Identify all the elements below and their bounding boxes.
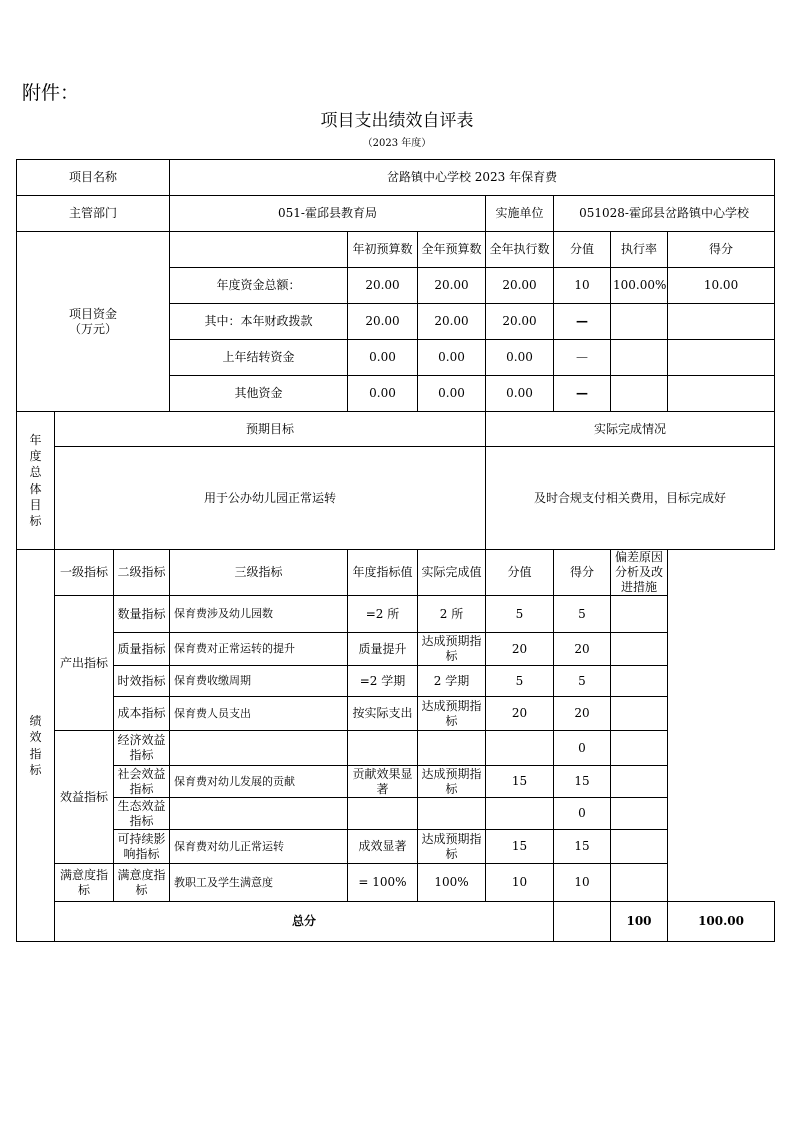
ind-deviation (611, 666, 668, 697)
ind-actual (418, 731, 486, 766)
ind-deviation (611, 731, 668, 766)
ind-actual: 2 所 (418, 596, 486, 633)
ind-level3: 保育费对幼儿发展的贡献 (170, 766, 348, 798)
funds-row-label: 其中：本年财政拨款 (170, 304, 348, 340)
ind-score: 5 (554, 596, 611, 633)
ind-actual: 达成预期指标 (418, 633, 486, 666)
ind-level3: 教职工及学生满意度 (170, 864, 348, 902)
dept-value: 051-霍邱县教育局 (170, 196, 486, 232)
goals-expected-header: 预期目标 (55, 412, 486, 447)
ind-score-value (486, 731, 554, 766)
ind-header-actual: 实际完成值 (418, 550, 486, 596)
funds-row-annual: 20.00 (418, 304, 486, 340)
project-name-label: 项目名称 (17, 160, 170, 196)
funds-header-score-value: 分值 (554, 232, 611, 268)
ind-actual (418, 798, 486, 830)
funds-row-executed: 20.00 (486, 268, 554, 304)
funds-row-rate (611, 304, 668, 340)
funds-row-annual: 0.00 (418, 376, 486, 412)
ind-score: 20 (554, 697, 611, 731)
ind-score: 15 (554, 766, 611, 798)
funds-row-score (668, 304, 775, 340)
funds-row-initial: 20.00 (348, 268, 418, 304)
satisfaction-indicator-label: 满意度指标 (55, 864, 114, 902)
ind-score-value: 20 (486, 633, 554, 666)
ind-level2: 可持续影响指标 (114, 830, 170, 864)
ind-target: = 100% (348, 864, 418, 902)
total-score-value: 100 (611, 902, 668, 942)
funds-row-score-value: — (554, 304, 611, 340)
ind-score: 0 (554, 798, 611, 830)
ind-target: 贡献效果显著 (348, 766, 418, 798)
ind-level2: 满意度指标 (114, 864, 170, 902)
ind-score-value: 5 (486, 666, 554, 697)
ind-deviation (611, 766, 668, 798)
output-indicator-label: 产出指标 (55, 596, 114, 731)
ind-score-value: 20 (486, 697, 554, 731)
funds-row-label: 上年结转资金 (170, 340, 348, 376)
funds-section-text: 项目资金 （万元） (68, 306, 117, 336)
goals-section-text: 年度总体目标 (29, 432, 42, 528)
ind-level2: 质量指标 (114, 633, 170, 666)
funds-header-annual: 全年预算数 (418, 232, 486, 268)
ind-level3: 保育费对正常运转的提升 (170, 633, 348, 666)
funds-row-rate (611, 340, 668, 376)
funds-row-score (668, 376, 775, 412)
funds-row-initial: 20.00 (348, 304, 418, 340)
funds-row-label: 其他资金 (170, 376, 348, 412)
ind-target (348, 731, 418, 766)
ind-deviation (611, 596, 668, 633)
ind-level3 (170, 798, 348, 830)
ind-target: =2 所 (348, 596, 418, 633)
ind-target: 按实际支出 (348, 697, 418, 731)
ind-deviation (611, 798, 668, 830)
ind-level2: 生态效益指标 (114, 798, 170, 830)
ind-level3: 保育费人员支出 (170, 697, 348, 731)
dept-label: 主管部门 (17, 196, 170, 232)
ind-level2: 经济效益指标 (114, 731, 170, 766)
funds-row-annual: 0.00 (418, 340, 486, 376)
total-label: 总分 (55, 902, 554, 942)
ind-score: 15 (554, 830, 611, 864)
ind-header-level2: 二级指标 (114, 550, 170, 596)
ind-actual: 达成预期指标 (418, 697, 486, 731)
ind-score: 5 (554, 666, 611, 697)
ind-header-score-value: 分值 (486, 550, 554, 596)
ind-actual: 达成预期指标 (418, 766, 486, 798)
self-evaluation-table (16, 159, 775, 942)
ind-score-value: 5 (486, 596, 554, 633)
ind-target (348, 798, 418, 830)
ind-target: 质量提升 (348, 633, 418, 666)
form-title: 项目支出绩效自评表 (320, 111, 474, 131)
ind-score-value: 10 (486, 864, 554, 902)
ind-level3: 保育费对幼儿正常运转 (170, 830, 348, 864)
ind-header-target: 年度指标值 (348, 550, 418, 596)
indicators-section-text: 绩效指标 (29, 714, 42, 777)
total-score: 100.00 (668, 902, 775, 942)
indicators-section-label (17, 550, 55, 942)
impl-unit-label: 实施单位 (486, 196, 554, 232)
funds-row-score-value: — (554, 376, 611, 412)
funds-row-score-value: — (554, 340, 611, 376)
funds-row-label: 年度资金总额： (170, 268, 348, 304)
funds-row-executed: 0.00 (486, 340, 554, 376)
goals-actual-value: 及时合规支付相关费用，目标完成好 (486, 447, 775, 550)
ind-level3: 保育费涉及幼儿园数 (170, 596, 348, 633)
project-name-value: 岔路镇中心学校 2023 年保育费 (170, 160, 775, 196)
funds-section-label (17, 232, 170, 412)
total-blank (554, 902, 611, 942)
ind-level2: 时效指标 (114, 666, 170, 697)
funds-row-score-value: 10 (554, 268, 611, 304)
ind-deviation (611, 830, 668, 864)
ind-deviation (611, 864, 668, 902)
ind-score-value: 15 (486, 830, 554, 864)
ind-score: 10 (554, 864, 611, 902)
goals-actual-header: 实际完成情况 (486, 412, 775, 447)
ind-header-deviation: 偏差原因分析及改 进措施 (611, 550, 668, 596)
funds-header-initial: 年初预算数 (348, 232, 418, 268)
ind-level2: 成本指标 (114, 697, 170, 731)
form-subtitle: （2023 年度） (362, 138, 432, 149)
ind-header-score: 得分 (554, 550, 611, 596)
ind-actual: 达成预期指标 (418, 830, 486, 864)
ind-level3: 保育费收缴周期 (170, 666, 348, 697)
benefit-indicator-label: 效益指标 (55, 731, 114, 864)
funds-row-executed: 20.00 (486, 304, 554, 340)
ind-actual: 2 学期 (418, 666, 486, 697)
ind-level2: 社会效益指标 (114, 766, 170, 798)
ind-target: =2 学期 (348, 666, 418, 697)
funds-header-rate: 执行率 (611, 232, 668, 268)
ind-score-value: 15 (486, 766, 554, 798)
ind-header-level1: 一级指标 (55, 550, 114, 596)
funds-row-rate (611, 376, 668, 412)
ind-actual: 100% (418, 864, 486, 902)
ind-deviation (611, 633, 668, 666)
ind-level2: 数量指标 (114, 596, 170, 633)
funds-row-executed: 0.00 (486, 376, 554, 412)
attachment-label: 附件： (22, 82, 80, 104)
goals-expected-value: 用于公办幼儿园正常运转 (55, 447, 486, 550)
funds-header-blank (170, 232, 348, 268)
funds-row-score (668, 340, 775, 376)
funds-row-rate: 100.00% (611, 268, 668, 304)
ind-level3 (170, 731, 348, 766)
funds-header-score: 得分 (668, 232, 775, 268)
funds-row-initial: 0.00 (348, 376, 418, 412)
funds-row-initial: 0.00 (348, 340, 418, 376)
goals-section-label (17, 412, 55, 550)
ind-target: 成效显著 (348, 830, 418, 864)
funds-header-executed: 全年执行数 (486, 232, 554, 268)
funds-row-score: 10.00 (668, 268, 775, 304)
impl-unit-value: 051028-霍邱县岔路镇中心学校 (554, 196, 775, 232)
ind-score: 20 (554, 633, 611, 666)
ind-score: 0 (554, 731, 611, 766)
ind-header-level3: 三级指标 (170, 550, 348, 596)
ind-score-value (486, 798, 554, 830)
ind-deviation (611, 697, 668, 731)
funds-row-annual: 20.00 (418, 268, 486, 304)
